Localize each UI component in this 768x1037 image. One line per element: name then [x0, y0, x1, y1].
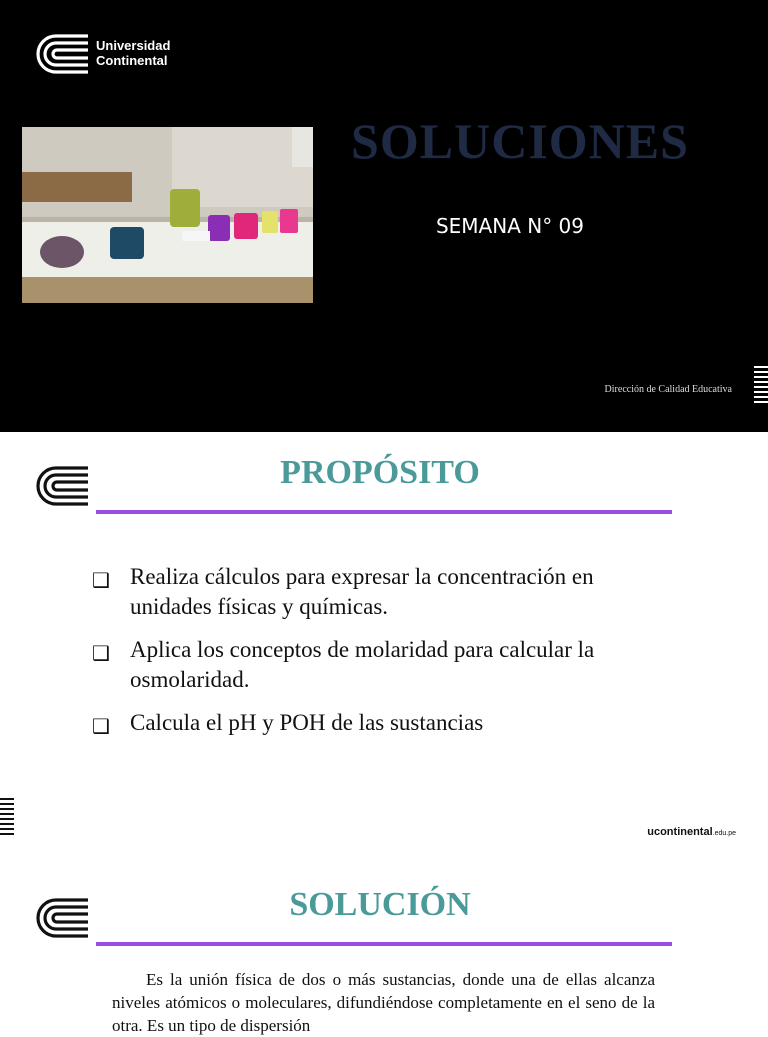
stripes-decoration [0, 798, 14, 838]
logo-mark-icon [34, 897, 90, 939]
checkbox-icon: ❑ [92, 714, 110, 738]
university-logo [34, 465, 90, 507]
list-item [92, 708, 662, 738]
website-label [647, 826, 736, 838]
university-logo [34, 897, 90, 939]
logo-mark-icon [34, 33, 90, 75]
footer-text: Dirección de Calidad Educativa [604, 384, 732, 395]
slide-title: SOLUCIÓN [289, 886, 471, 923]
solution-slide [0, 864, 768, 1035]
purpose-list [92, 562, 662, 751]
logo-mark-icon [34, 465, 90, 507]
logo-line-2: Continental [96, 53, 168, 68]
logo-line-1: Universidad [96, 38, 171, 53]
list-item-text: Realiza cálculos para expresar la concentración en unidades físicas y químicas. [130, 564, 594, 619]
list-item [92, 635, 662, 695]
checkbox-icon: ❑ [92, 568, 110, 592]
title-underline [96, 510, 672, 514]
checkbox-icon: ❑ [92, 641, 110, 665]
university-logo [34, 33, 90, 75]
slide-title: PROPÓSITO [280, 454, 480, 491]
title-underline [96, 942, 672, 946]
stripes-decoration [754, 366, 768, 406]
title-slide [0, 0, 768, 432]
purpose-slide [0, 432, 768, 864]
slide-title: SOLUCIONES [351, 113, 689, 169]
list-item-text: Aplica los conceptos de molaridad para calcular la osmolaridad. [130, 637, 595, 692]
logo-wordmark [96, 38, 170, 68]
website-suffix: .edu.pe [712, 830, 736, 837]
website-main: ucontinental [647, 826, 713, 838]
list-item-text: Calcula el pH y POH de las sustancias [130, 710, 484, 735]
week-label: SEMANA N° 09 [435, 214, 585, 238]
definition-paragraph: Es la unión física de dos o más sustancias, donde una de ellas alcanza niveles atómicos o moleculares, difundiéndose completamente en el seno de la otra. Es un tipo de dispersión [112, 970, 655, 1035]
lab-photo [22, 127, 313, 303]
list-item [92, 562, 662, 622]
